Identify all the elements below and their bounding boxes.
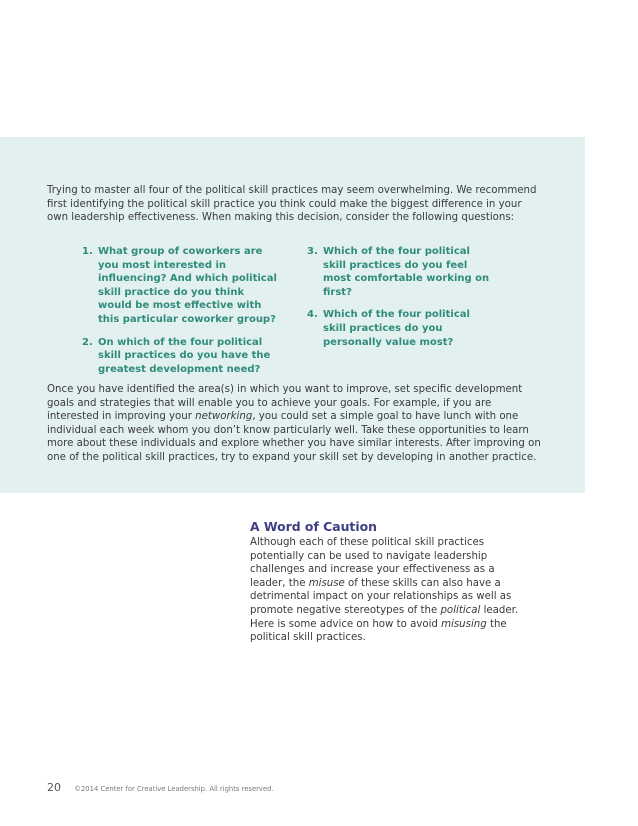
caution-emphasis: misuse xyxy=(308,577,345,589)
question-number: 1. xyxy=(82,246,93,257)
outro-text: , you could set a simple goal to have lunch with one individual each week whom you don’t know particularly well. Take these opportunities to learn more about these individuals and explore whether you have similar interests. After improving on one of the political skill practices, try to expand your skill set by developing in another practice. xyxy=(47,411,541,463)
question-item xyxy=(307,245,495,299)
caution-text: Although each of these political skill practices potentially can be used to navigate leadership challenges and increase your effectiveness as a leader, the xyxy=(250,537,495,589)
question-number: 4. xyxy=(307,309,318,321)
question-item xyxy=(307,308,495,349)
question-number: 3. xyxy=(307,246,318,257)
caution-emphasis: misusing xyxy=(441,618,487,630)
question-number: 2. xyxy=(82,336,93,348)
intro-paragraph: Trying to master all four of the political skill practices may seem overwhelming. We recommend first identifying the political skill practice you think could make the biggest difference in your own leadership effectiveness. When making this decision, consider the following questions: xyxy=(47,185,537,224)
questions-right-column xyxy=(307,245,495,358)
caution-text: leader. Here is some advice on how to avoid xyxy=(250,604,519,630)
outro-text: Once you have identified the area(s) in which you want to improve, set specific development goals and strategies that will enable you to achieve your goals. For example, if you are interested in improving your xyxy=(47,384,523,423)
caution-heading: A Word of Caution xyxy=(250,519,377,534)
question-text: What group of coworkers are you most interested in influencing? And which political skill practice do you think would be most effective with this particular coworker group? xyxy=(98,246,277,325)
caution-emphasis: political xyxy=(440,604,481,616)
caution-text: the political skill practices. xyxy=(250,618,507,644)
question-text: Which of the four political skill practices do you feel most comfortable working on first? xyxy=(323,246,490,298)
question-item xyxy=(82,336,278,377)
outro-emphasis: networking xyxy=(195,411,253,423)
question-text: On which of the four political skill practices do you have the greatest development need? xyxy=(98,336,271,375)
outro-paragraph xyxy=(47,383,542,465)
page-footer xyxy=(47,781,274,794)
caution-paragraph xyxy=(250,536,530,645)
copyright-notice: ©2014 Center for Creative Leadership. All rights reserved. xyxy=(74,785,274,793)
page-number: 20 xyxy=(47,781,61,794)
questions-left-column xyxy=(82,245,278,385)
question-item xyxy=(82,245,278,327)
caution-text: of these skills can also have a detrimental impact on your relationships as well as promote negative stereotypes of the xyxy=(250,577,512,616)
question-text: Which of the four political skill practices do you personally value most? xyxy=(323,309,470,348)
